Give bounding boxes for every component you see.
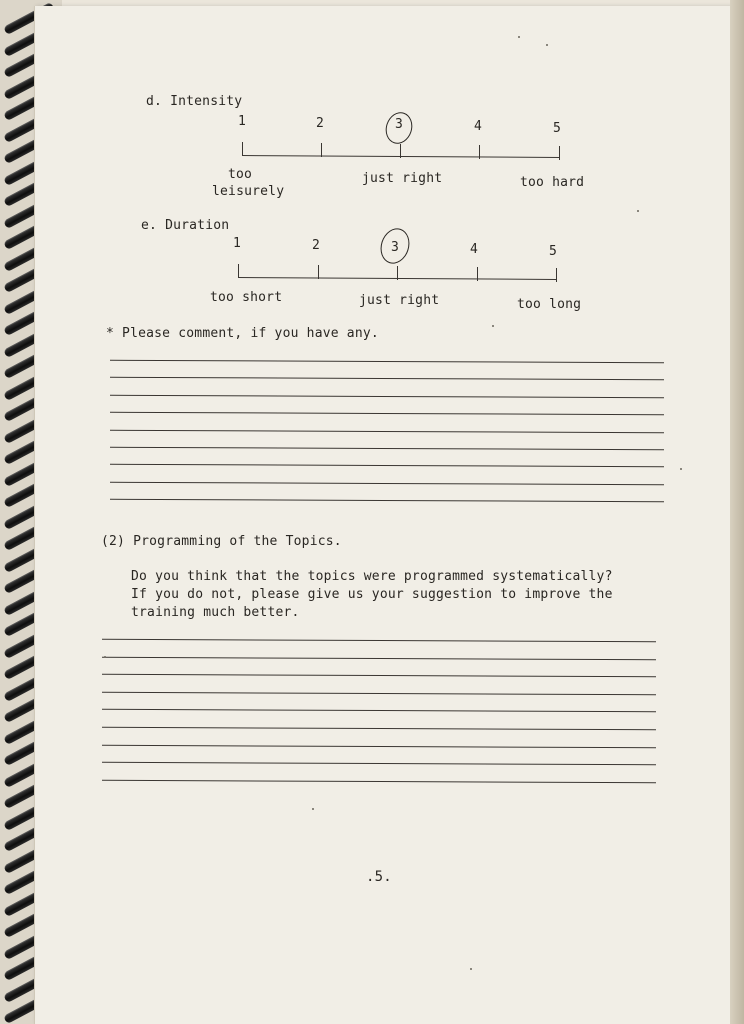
speck — [312, 808, 314, 810]
intensity-label-mid: just right — [362, 171, 443, 186]
duration-scale-5: 5 — [549, 244, 558, 259]
intensity-label-high: too hard — [520, 175, 585, 190]
page-edge — [730, 0, 744, 1024]
speck — [546, 44, 548, 46]
programming-heading: (2) Programming of the Topics. — [101, 534, 342, 549]
intensity-tick-5 — [559, 146, 560, 160]
intensity-tick-3 — [400, 144, 401, 158]
programming-question-line-2: If you do not, please give us your suggestion to improve the — [131, 587, 613, 602]
speck — [637, 210, 639, 212]
duration-tick-4 — [477, 267, 478, 281]
speck — [470, 968, 472, 970]
intensity-label-low-1: too — [228, 167, 253, 182]
speck — [104, 656, 106, 658]
intensity-heading: d. Intensity — [146, 94, 243, 109]
programming-question-line-1: Do you think that the topics were programmed systematically? — [131, 569, 613, 584]
intensity-scale-2: 2 — [316, 116, 325, 131]
duration-scale-1: 1 — [233, 236, 242, 251]
comment-prompt: * Please comment, if you have any. — [106, 326, 379, 341]
speck — [492, 325, 494, 327]
duration-scale-2: 2 — [312, 238, 321, 253]
duration-tick-5 — [556, 268, 557, 282]
speck — [518, 36, 520, 38]
duration-label-low: too short — [210, 290, 283, 305]
duration-label-mid: just right — [359, 293, 440, 308]
intensity-scale-3: 3 — [395, 117, 404, 132]
intensity-scale-5: 5 — [553, 121, 562, 136]
speck — [680, 468, 682, 470]
duration-label-high: too long — [517, 297, 582, 312]
duration-heading: e. Duration — [141, 218, 230, 233]
intensity-tick-1 — [242, 142, 243, 156]
duration-scale-4: 4 — [470, 242, 479, 257]
intensity-scale-1: 1 — [238, 114, 247, 129]
intensity-tick-2 — [321, 143, 322, 157]
duration-tick-3 — [397, 266, 398, 280]
duration-scale-3: 3 — [391, 240, 400, 255]
page-number: .5. — [366, 869, 392, 885]
duration-tick-2 — [318, 265, 319, 279]
intensity-label-low-2: leisurely — [212, 184, 285, 199]
intensity-scale-4: 4 — [474, 119, 483, 134]
intensity-tick-4 — [479, 145, 480, 159]
duration-tick-1 — [238, 264, 239, 278]
programming-question-line-3: training much better. — [131, 605, 300, 620]
